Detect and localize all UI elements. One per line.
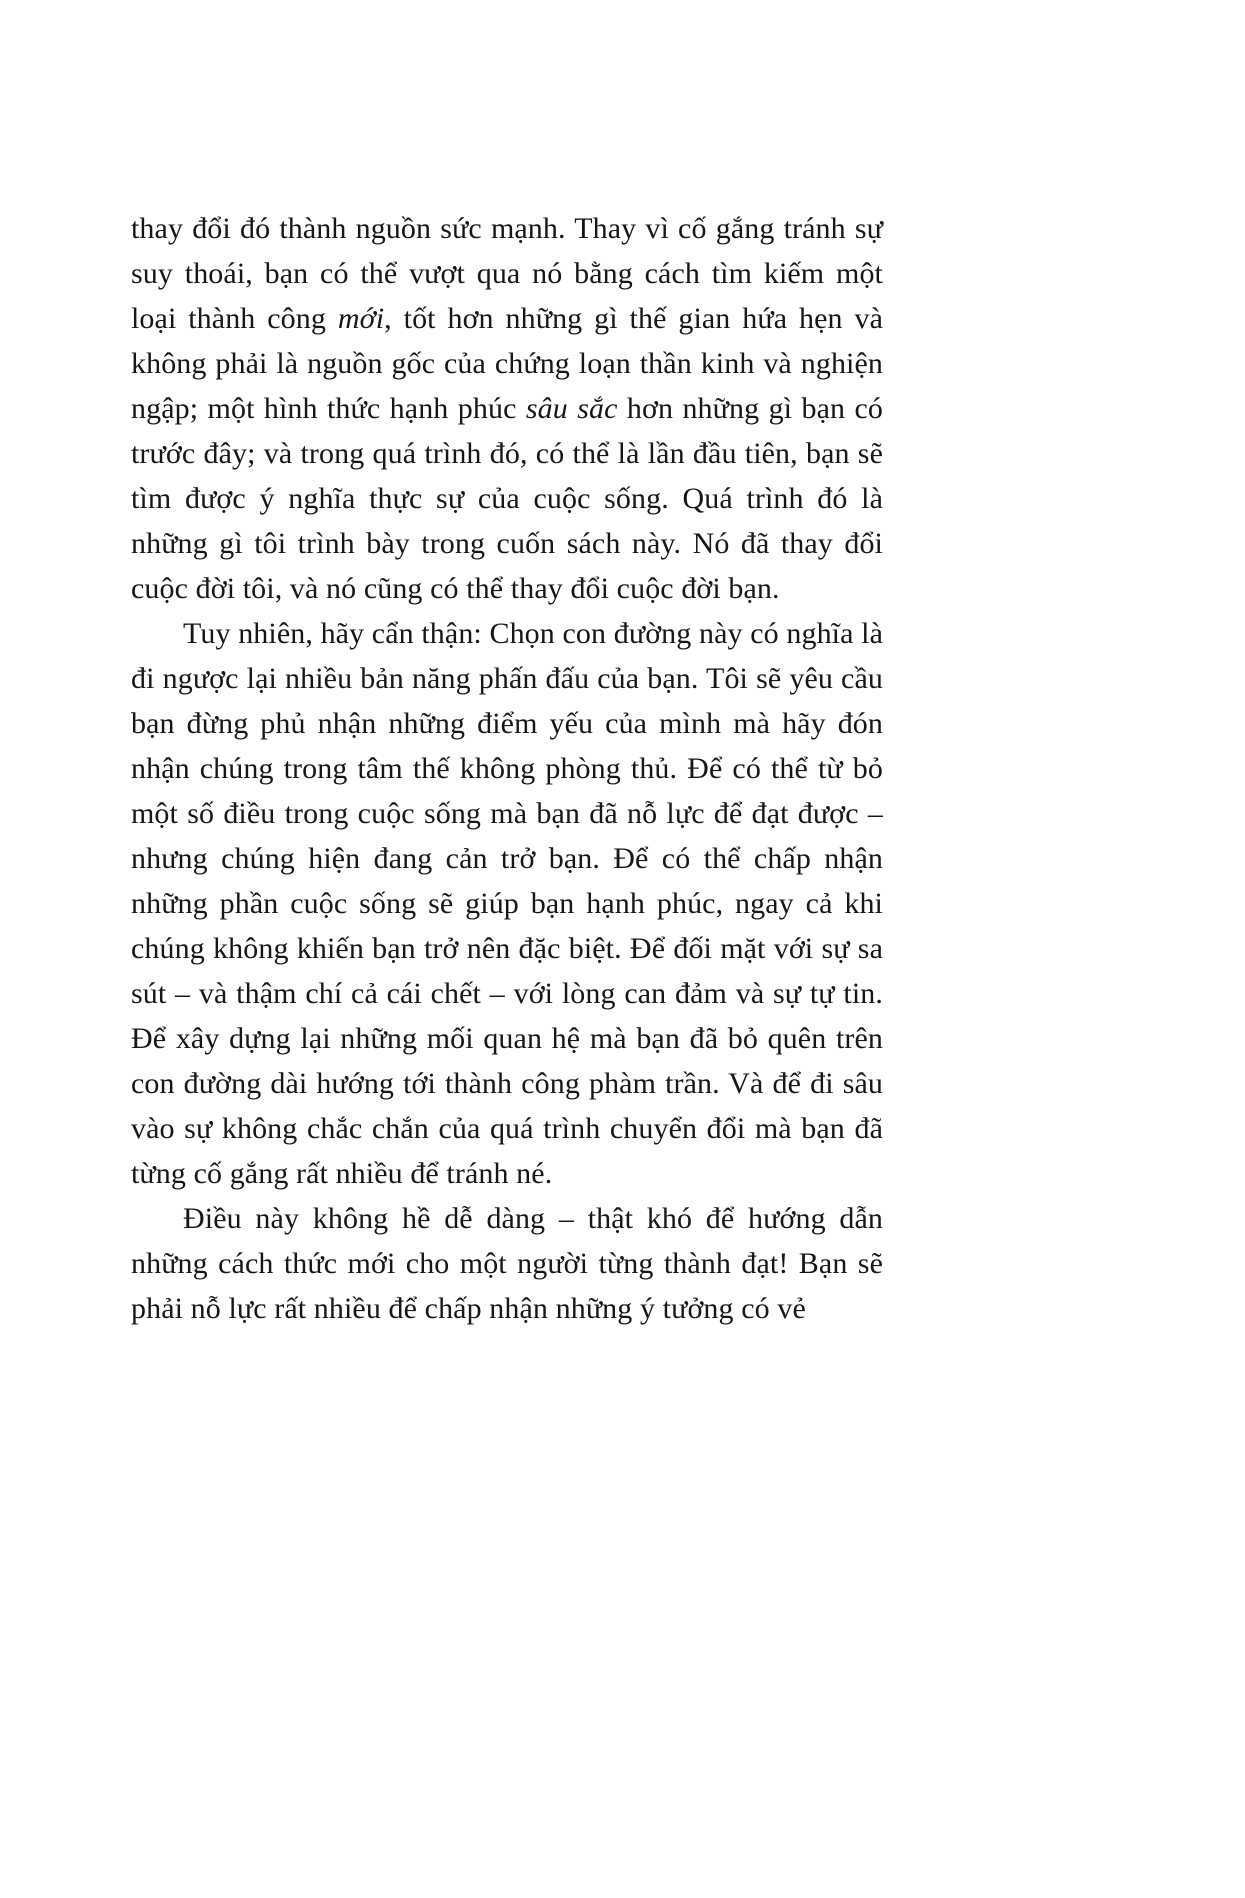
italic-text: mới [337,302,385,335]
body-text: Điều này không hề dễ dàng – thật khó để hướng dẫn những cách thức mới cho một người từng thành đạt! Bạn sẽ phải nỗ lực rất nhiều để chấp nhận những ý tưởng có vẻ [131,1202,883,1325]
paragraph [131,1196,883,1331]
paragraph [131,206,883,611]
body-text: hơn những gì bạn có trước đây; và trong quá trình đó, có thể là lần đầu tiên, bạn sẽ tìm được ý nghĩa thực sự của cuộc sống. Quá trình đó là những gì tôi trình bày trong cuốn sách này. Nó đã thay đổi cuộc đời tôi, và nó cũng có thể thay đổi cuộc đời bạn. [131,392,884,605]
body-text: Tuy nhiên, hãy cẩn thận: Chọn con đường này có nghĩa là đi ngược lại nhiều bản năng phấn đấu của bạn. Tôi sẽ yêu cầu bạn đừng phủ nhận những điểm yếu của mình mà hãy đón nhận chúng trong tâm thế không phòng thủ. Để có thể từ bỏ một số điều trong cuộc sống mà bạn đã nỗ lực để đạt được – nhưng chúng hiện đang cản trở bạn. Để có thể chấp nhận những phần cuộc sống sẽ giúp bạn hạnh phúc, ngay cả khi chúng không khiến bạn trở nên đặc biệt. Để đối mặt với sự sa sút – và thậm chí cả cái chết – với lòng can đảm và sự tự tin. Để xây dựng lại những mối quan hệ mà bạn đã bỏ quên trên con đường dài hướng tới thành công phàm trần. Và để đi sâu vào sự không chắc chắn của quá trình chuyển đổi mà bạn đã từng cố gắng rất nhiều để tránh né. [131,617,883,1190]
body-text: , tốt hơn những gì thế gian hứa hẹn và không phải là nguồn gốc của chứng loạn thần kinh và nghiện ngập; một hình thức hạnh phúc [131,302,883,425]
body-text: thay đổi đó thành nguồn sức mạnh. Thay vì cố gắng tránh sự suy thoái, bạn có thể vượt qua nó bằng cách tìm kiếm một loại thành công [131,212,883,335]
page-text [131,206,883,1331]
italic-text: sâu sắc [525,392,618,425]
paragraph [131,611,883,1196]
